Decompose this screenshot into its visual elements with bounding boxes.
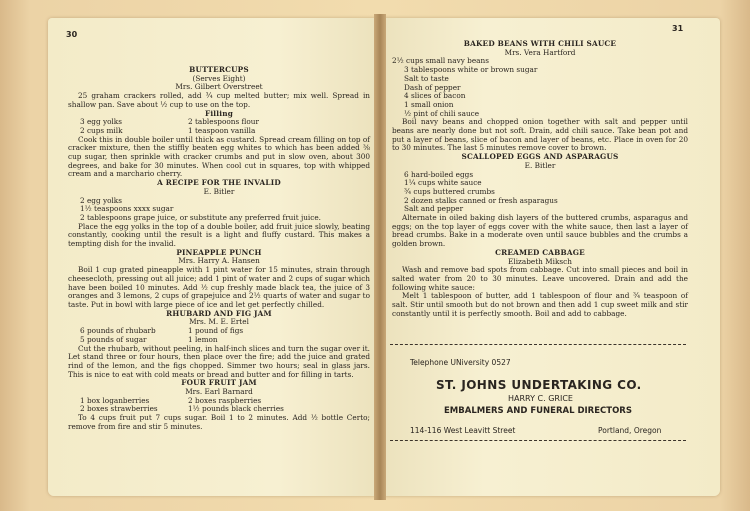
ingredient: 2½ cups small navy beans xyxy=(392,57,489,66)
ingredient: 1 lemon xyxy=(188,334,218,344)
recipe-method: Alternate in oiled baking dish layers of the buttered crumbs, asparagus and eggs; on the top layer of eggs cover with the white sauce, then last a layer of bread crumbs. Bake in a moderate oven until sauce bubbles and the crumbs a golden brown. xyxy=(392,213,688,249)
serves: (Serves Eight) xyxy=(192,73,246,83)
ingredient: 3 tablespoons white or brown sugar xyxy=(404,66,538,75)
ad-address: 114-116 West Leavitt Street xyxy=(410,426,516,435)
recipe-author: Mrs. Harry A. Hansen xyxy=(178,256,260,266)
recipe-title: PINEAPPLE PUNCH xyxy=(176,247,262,257)
ingredient: 2 tablespoons flour xyxy=(188,117,259,127)
ingredient: 4 slices of bacon xyxy=(404,92,466,101)
recipe-title: SCALLOPED EGGS AND ASPARAGUS xyxy=(461,152,619,162)
ingredient: 3 egg yolks xyxy=(80,117,122,127)
recipe-title: A RECIPE FOR THE INVALID xyxy=(157,178,281,188)
left-column xyxy=(68,66,370,432)
ingredient: Salt to taste xyxy=(404,74,449,83)
ingredient: 1 box loganberries xyxy=(80,395,150,405)
ad-city: Portland, Oregon xyxy=(598,426,662,435)
ingredient: 2 dozen stalks canned or fresh asparagus xyxy=(404,196,558,205)
recipe-method: To 4 cups fruit put 7 cups sugar. Boil 1 to 2 minutes. Add ½ bottle Certo; remove from fire and stir 5 minutes. xyxy=(68,413,370,431)
divider-top xyxy=(390,344,686,345)
recipe-method: Boil 1 cup grated pineapple with 1 pint water for 15 minutes, strain through cheesecloth, pressing out all juice; add 1 pint of water and 2 cups of sugar which have been boiled 10 minutes. Add ½ cup freshly made black tea, the juice of 3 oranges and 3 lemons, 2 cups of grapejuice and 2½ quarts of water and sugar to taste. Put in bowl with large piece of ice and let get perfectly chilled. xyxy=(68,265,370,309)
page-number-right: 31 xyxy=(672,24,684,33)
ingredient: 2 tablespoons grape juice, or substitute any preferred fruit juice. xyxy=(80,213,321,222)
ingredient: 2 cups milk xyxy=(80,125,123,135)
ingredient: 2 boxes raspberries xyxy=(188,395,262,405)
ingredient: ¾ cups buttered crumbs xyxy=(404,187,495,196)
recipe-author: Mrs. Earl Barnard xyxy=(185,387,253,397)
recipe-title: BUTTERCUPS xyxy=(189,65,249,74)
recipe-author: Mrs. Gilbert Overstreet xyxy=(175,82,263,92)
ingredient: 1¼ cups white sauce xyxy=(404,179,482,188)
recipe-author: Elizabeth Miksch xyxy=(508,256,572,266)
recipe-title: BAKED BEANS WITH CHILI SAUCE xyxy=(463,39,617,48)
right-column xyxy=(392,40,688,319)
recipe-title: FOUR FRUIT JAM xyxy=(181,378,257,388)
ingredient: 5 pounds of sugar xyxy=(80,334,147,344)
ingredient: 1 pound of figs xyxy=(188,326,244,336)
recipe-method: Cook this in double boiler until thick as custard. Spread cream filling on top of cracker mixture, then the stiffly beaten egg whites to which has been added ⅜ cup sugar, then sprinkle with cracker crumbs and put in slow oven, about 300 degrees, and bake for 30 minutes. When cool cut in squares, top with whipped cream and a marchario cherry. xyxy=(68,134,370,179)
ad-tagline: EMBALMERS AND FUNERAL DIRECTORS xyxy=(444,406,632,416)
recipe-author: E. Bitler xyxy=(203,186,235,196)
ingredient: 1½ teaspoons xxxx sugar xyxy=(80,205,174,214)
ingredient: Dash of pepper xyxy=(404,83,461,92)
recipe-method: Place the egg yolks in the top of a double boiler, add fruit juice slowly, beating constantly, cooking until the result is a light and fluffy custard. This makes a tempting dish for the invalid. xyxy=(68,221,370,249)
divider-bottom xyxy=(390,440,686,441)
recipe-author: E. Bitler xyxy=(524,160,556,170)
ingredient: 2 egg yolks xyxy=(80,196,122,205)
recipe-author: Mrs. Vera Hartford xyxy=(504,47,576,57)
ingredient: Salt and pepper xyxy=(404,205,464,214)
recipe-method: Melt 1 tablespoon of butter, add 1 tablespoon of flour and ¾ teaspoon of salt. Stir until smooth but do not brown and then add 1 cup sweet milk and stir constantly until it is perfectly smooth. Boil and add to cabbage. xyxy=(392,291,688,318)
ingredient: 1 teaspoon vanilla xyxy=(188,125,256,135)
recipe-title: RHUBARD AND FIG JAM xyxy=(166,308,272,318)
recipe-method: Cut the rhubarb, without peeling, in half-inch slices and turn the sugar over it. Let stand three or four hours, then place over the fire; add the juice and grated rind of the lemon, and the figs chopped. Simmer two hours; seal in glass jars. This is nice to eat with cold meats or bread and butter and for filling in tarts. xyxy=(68,343,370,379)
page-number-left: 30 xyxy=(66,30,78,39)
ad-owner: HARRY C. GRICE xyxy=(508,394,573,403)
book-gutter xyxy=(374,14,386,500)
ingredient: 6 hard-boiled eggs xyxy=(404,170,474,179)
recipe-intro: 25 graham crackers rolled, add ¾ cup melted butter; mix well. Spread in shallow pan. Save about ½ cup to use on the top. xyxy=(68,91,370,109)
recipe-method: Wash and remove bad spots from cabbage. Cut into small pieces and boil in salted water from 20 to 30 minutes. Leave uncovered. Drain and add the following white sauce: xyxy=(392,265,688,292)
ad-phone: Telephone UNiversity 0527 xyxy=(410,358,511,367)
ingredient: ½ pint of chili sauce xyxy=(404,109,480,118)
section-subtitle: Filling xyxy=(204,108,234,118)
ingredient: 2 boxes strawberries xyxy=(80,404,158,414)
ad-company: ST. JOHNS UNDERTAKING CO. xyxy=(436,378,642,392)
recipe-title: CREAMED CABBAGE xyxy=(495,247,585,257)
recipe-author: Mrs. M. E. Ertel xyxy=(189,317,249,327)
ingredient: 1½ pounds black cherries xyxy=(188,404,284,414)
ingredient: 1 small onion xyxy=(404,100,454,109)
ingredient: 6 pounds of rhubarb xyxy=(80,326,156,336)
recipe-method: Boil navy beans and chopped onion together with salt and pepper until beans are nearly done but not soft. Drain, add chili sauce. Take bean pot and put a layer of beans, slice of bacon and layer of beans, etc. Place in oven for 20 to 30 minutes. The last 5 minutes remove cover to brown. xyxy=(392,117,688,153)
